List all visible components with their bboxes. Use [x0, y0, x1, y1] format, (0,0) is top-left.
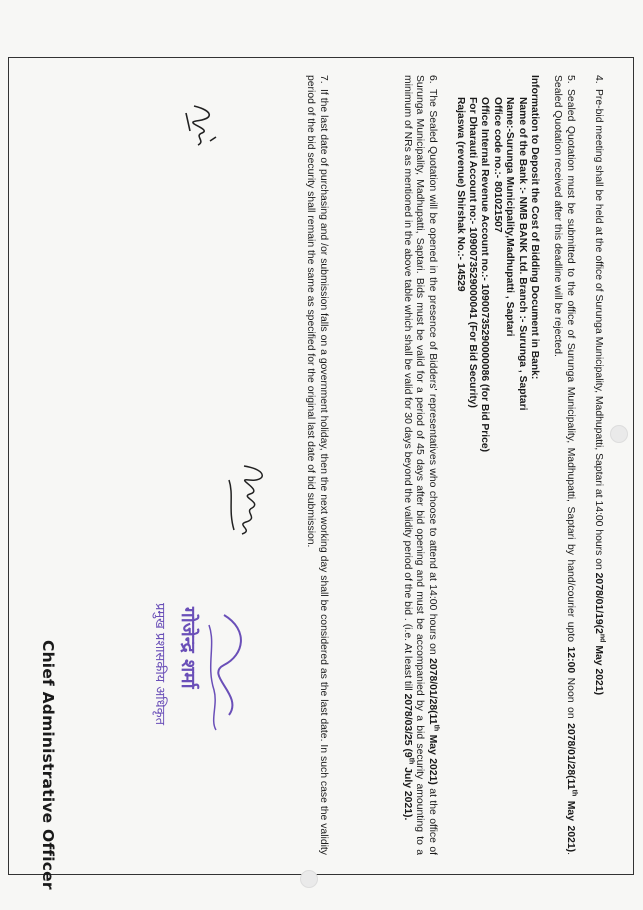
- bank-info-heading: Information to Deposit the Cost of Bidding Document in Bank:: [529, 75, 540, 380]
- clause-5: 5.Sealed Quotation must be submitted to the office of Surunga Municipality, Madhupatti, Saptari by hand/courier upto 12:00 Noon on 2078/01/28(11th May 2021). Sealed Quotation received after this deadline will be rejected.: [552, 75, 578, 856]
- office-code: Office code no.:- 801021507: [491, 97, 503, 233]
- rotated-content: [8, 57, 634, 890]
- rajaswa-code: Rajaswa (revenue) Shirshak No.:- 14529: [454, 97, 466, 292]
- bank-deposit-info: [453, 75, 540, 452]
- initials-signature: [174, 101, 224, 151]
- stamp-name: गोजेन्द्र शर्मा: [177, 607, 199, 689]
- official-stamp: [144, 595, 254, 745]
- clause-7: 7.If the last date of purchasing and /or submission falls on a government holiday, then the next working day shall be considered as the last date. In such case the validity period of the bid security shall remain the same as specified for the original last date of bid submission.: [305, 75, 329, 855]
- dharauti-account: For Dharauti Account no:- 1090073529000041 (For Bid Security): [466, 97, 478, 408]
- clause-4: 4.Pre-bid meeting shall be held at the office of Surunga Municipality, Madhupatti, Saptari at 14:00 hours on 2078/01/19(2nd May 2021): [593, 75, 606, 696]
- signatory-title: Chief Administrative Officer: [39, 640, 57, 890]
- officer-signature: [214, 460, 284, 540]
- bank-name: Name of the Bank :- NMB BANK Ltd. Branch :- Surunga , Saptari: [516, 97, 528, 411]
- stamp-title: प्रमुख प्रशासकीय अधिकृत: [152, 603, 167, 726]
- account-name: Name:-Surunga Municipality,Madhupatti , Saptari: [504, 97, 516, 337]
- clause-6: 6.The Sealed Quotation will be opened in the presence of Bidders' representatives who choose to attend at 14:00 hours on 2078/01/28(11th May 2021) at the office of Surunga Municipality, Madhupatti, Saptari. Bids must be valid for a period of 45 days after bid opening and must be accompanied by a bid security amounting to a minimum of NRs as mentioned in the above table which shall be valid for 30 days beyond the validity period of the bid . (i.e. At least till 2078/03/25 (9th July 2021).: [401, 75, 440, 856]
- revenue-account: Office Internal Revenue Account no.:- 10900735290000086 (for Bid Price): [479, 97, 491, 452]
- stamp-mark: [144, 595, 254, 745]
